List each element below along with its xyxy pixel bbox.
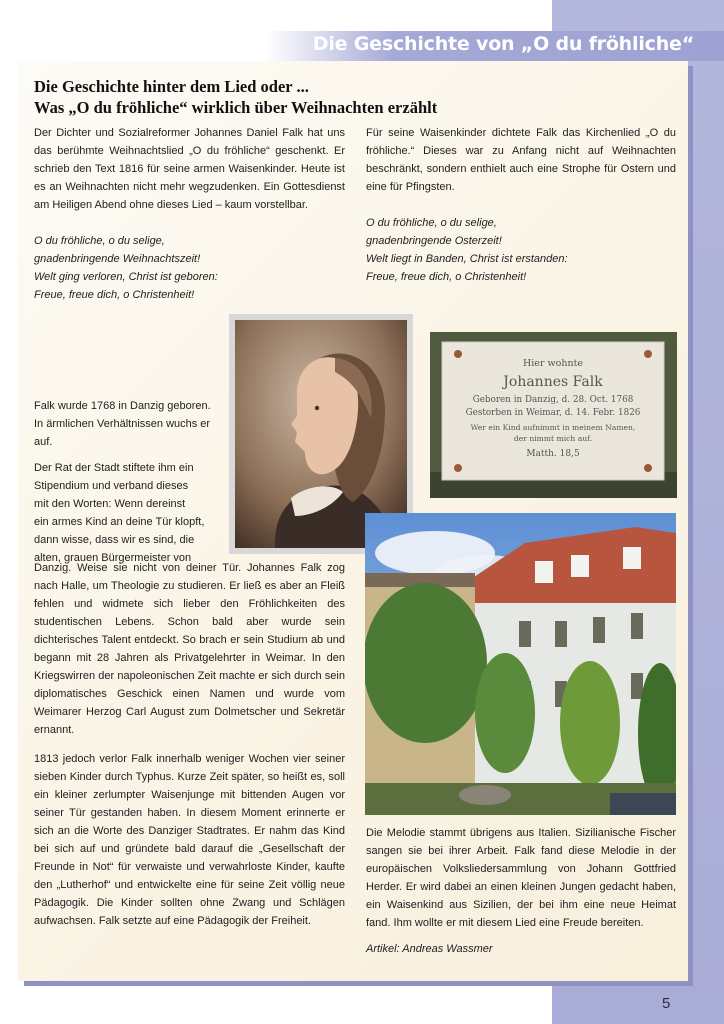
verse-easter (366, 214, 676, 286)
text-line: Der Rat der Stadt stiftete ihm ein (34, 462, 194, 474)
memorial-plaque-image (430, 332, 677, 498)
article-headline (34, 76, 674, 118)
verse-christmas (34, 232, 345, 304)
intro-paragraph: Der Dichter und Sozialreformer Johannes Daniel Falk hat uns das berühmte Weihnachtslied „O du fröhliche“ geschenkt. Er schrieb den Text 1816 für seine armen Waisenkinder. Heute ist es an Weihnachten nicht mehr wegzudenken. Ein Gottesdienst am Heiligen Abend ohne dieses Lied – kaum vorstellbar. (34, 127, 345, 211)
left-full-block (34, 559, 345, 930)
plaque-line: Hier wohnte (522, 358, 584, 369)
verse-line: O du fröhliche, o du selige, (366, 217, 497, 229)
text-line: mit den Worten: Wenn dereinst (34, 498, 186, 510)
verse-line: Freue, freue dich, o Christenheit! (34, 289, 195, 301)
text-line: dann wisse, dass wir es sind, die (34, 534, 195, 546)
plaque-line: Matth. 18,5 (526, 449, 580, 459)
paragraph-1813: 1813 jedoch verlor Falk innerhalb weniger Wochen vier seiner sieben Kinder durch Typhus. Kurze Zeit später, so heißt es, soll ein kleiner zerlumpter Waisenjunge mit bittenden Augen vor seiner Tür gestanden haben. In diesem Moment erinnerte er sich an die Worte des Danziger Stadtrates. Er nahm das Kind bei sich auf und gründete bald darauf die „Gesellschaft der Freunde in Not“ für verwaiste und verwahrloste Kinder, kaufte den „Lutherhof“ und entwickelte eine für seine Zeit völlig neue Pädagogik. Die Kinder sollten ohne Zwang und Schlägen aufwachsen. Falk setzte auf eine Pädagogik der Freiheit. (34, 753, 345, 927)
melody-paragraph: Die Melodie stammt übrigens aus Italien. Sizilianische Fischer sangen sie bei ihrer Arbeit. Falk fand diese Melodie in der europäischen Volksliedersammlung von Johann Gottfried Herder. Er wird dabei an einen kleinen Jungen gedacht haben, ein Waisenkind aus Sizilien, der bei ihm eine neue Heimat fand. Ihm wollte er mit diesem Lied eine Freude bereiten. (366, 827, 676, 929)
right-intro-block (366, 124, 676, 286)
verse-line: Welt ging verloren, Christ ist geboren: (34, 271, 218, 283)
lutherhof-building-image (365, 513, 676, 815)
verse-line: Welt liegt in Banden, Christ ist erstanden: (366, 253, 568, 265)
right-bottom-block (366, 824, 676, 958)
council-paragraph-continued: Danzig. Weise sie nicht von deiner Tür. Johannes Falk zog nach Halle, um Theologie zu studieren. Er ließ es aber an Fleiß fehlen und widmete sich lieber den Fröhlichkeiten des studentischen Lebens. Schon bald aber wurde sein dichterisches Talent entdeckt. So brach er sein Studium ab und begann mit 28 Jahren als Privatgelehrter in Weimar. In den Kriegswirren der napoleonischen Zeit machte er sich durch sein diplomatisches Geschick einen Namen und wurde vom Weimarer Herzog Carl August zum Dolmetscher und Sekretär ernannt. (34, 562, 345, 736)
panel-shadow-bottom (24, 981, 693, 986)
council-paragraph-narrow (34, 459, 222, 567)
panel-shadow-right (688, 66, 693, 983)
page-title: Die Geschichte von „O du fröhliche“ (312, 33, 694, 55)
birth-paragraph: Falk wurde 1768 in Danzig geboren. In ärmlichen Verhältnissen wuchs er auf. (34, 400, 211, 448)
verse-line: gnadenbringende Osterzeit! (366, 235, 502, 247)
article-author: Artikel: Andreas Wassmer (366, 943, 493, 955)
page-number: 5 (662, 995, 671, 1012)
plaque-line: Wer ein Kind aufnimmt in meinem Namen, (470, 423, 636, 432)
text-line: ein armes Kind an deine Tür klopft, (34, 516, 205, 528)
plaque-line: Geboren in Danzig, d. 28. Oct. 1768 (472, 395, 634, 405)
headline-line-2: Was „O du fröhliche“ wirklich über Weihnachten erzählt (34, 98, 438, 117)
left-narrow-block (34, 397, 222, 567)
text-line: Stipendium und verband dieses (34, 480, 189, 492)
verse-line: gnadenbringende Weihnachtszeit! (34, 253, 201, 265)
plaque-line: Johannes Falk (503, 374, 603, 390)
headline-line-1: Die Geschichte hinter dem Lied oder ... (34, 77, 309, 96)
title-band (265, 31, 724, 61)
left-intro-block (34, 124, 345, 304)
plaque-line: der nimmt mich auf. (513, 434, 593, 443)
verse-line: O du fröhliche, o du selige, (34, 235, 165, 247)
verse-line: Freue, freue dich, o Christenheit! (366, 271, 527, 283)
waisenkinder-paragraph: Für seine Waisenkinder dichtete Falk das Kirchenlied „O du fröhliche.“ Dieses war zu Anfang nicht auf Weihnachten beschränkt, sondern enthielt auch eine Strophe für Ostern und eine für Pfingsten. (366, 127, 676, 193)
text-line: alten, grauen Bürgermeister von (34, 552, 192, 564)
plaque-line: Gestorben in Weimar, d. 14. Febr. 1826 (465, 408, 641, 418)
